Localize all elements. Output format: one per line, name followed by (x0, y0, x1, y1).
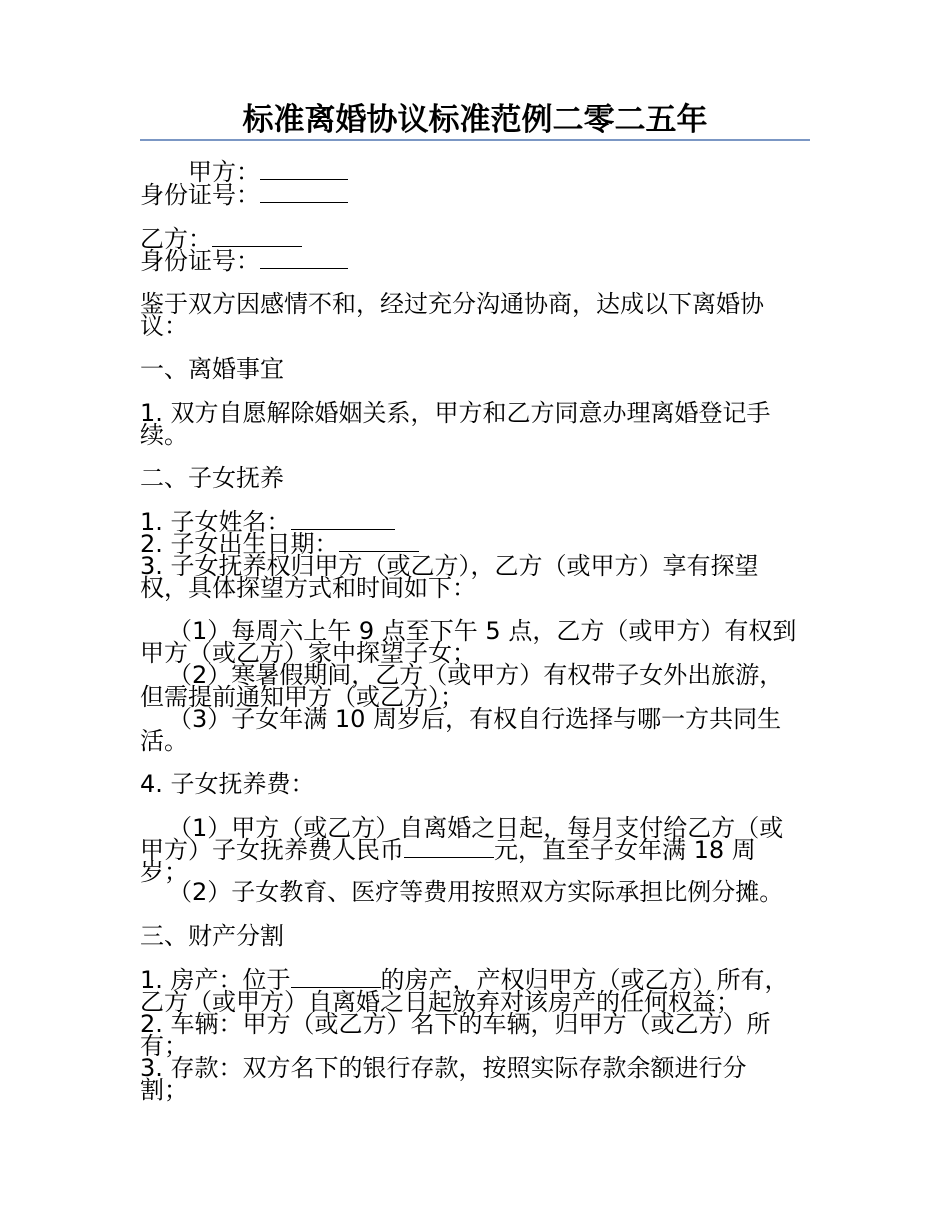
support-heading: 4. 子女抚养费： (140, 770, 315, 798)
child-birth-blank (339, 529, 419, 552)
party-b-id-blank (260, 246, 348, 269)
visit-1-line-2: 甲方（或乙方）家中探望子女； (140, 639, 476, 667)
visit-3-line-2: 活。 (140, 727, 188, 755)
house-label: 1. 房产：位于 (140, 966, 291, 994)
party-a-id-label: 身份证号： (140, 181, 260, 209)
custody-line-2: 权，具体探望方式和时间如下： (140, 574, 476, 602)
party-a-label: 甲方： (188, 158, 260, 186)
deposit-line-1: 3. 存款：双方名下的银行存款，按照实际存款余额进行分 (140, 1054, 747, 1082)
support-1-line-3: 岁； (140, 858, 188, 886)
section-2-heading: 二、子女抚养 (140, 464, 284, 492)
section-3-heading: 三、财产分割 (140, 922, 284, 950)
support-1-line-2 (140, 835, 756, 865)
intro-line-2: 议： (140, 312, 188, 340)
support-amount-suffix: 元，直至子女年满 18 周 (494, 836, 756, 864)
party-b-label: 乙方： (140, 225, 212, 253)
party-b-id-line (140, 246, 348, 276)
section-1-heading: 一、离婚事宜 (140, 355, 284, 383)
party-a-blank (260, 157, 348, 180)
house-suffix: 的房产，产权归甲方（或乙方）所有， (380, 966, 789, 994)
support-amount-label: 甲方）子女抚养费人民币 (140, 836, 404, 864)
child-name-label: 1. 子女姓名： (140, 508, 291, 536)
section-1-item-1-line-2: 续。 (140, 421, 188, 449)
child-name-blank (291, 507, 395, 530)
party-b-id-label: 身份证号： (140, 247, 260, 275)
visit-3-line-1: （3）子女年满 10 周岁后，有权自行选择与哪一方共同生 (168, 705, 782, 733)
house-line-2: 乙方（或甲方）自离婚之日起放弃对该房产的任何权益； (140, 988, 740, 1016)
visit-1-line-1: （1）每周六上午 9 点至下午 5 点，乙方（或甲方）有权到 (168, 617, 797, 645)
deposit-line-2: 割； (140, 1076, 188, 1104)
document-title: 标准离婚协议标准范例二零二五年 (242, 102, 708, 138)
visit-2-line-2: 但需提前通知甲方（或乙方）； (140, 683, 464, 711)
title-underline-rule (140, 139, 810, 141)
section-1-item-1-line-1: 1. 双方自愿解除婚姻关系，甲方和乙方同意办理离婚登记手 (140, 399, 771, 427)
custody-line-1: 3. 子女抚养权归甲方（或乙方），乙方（或甲方）享有探望 (140, 552, 759, 580)
support-2-line-1: （2）子女教育、医疗等费用按照双方实际承担比例分摊。 (168, 878, 784, 906)
party-a-id-blank (260, 180, 348, 203)
visit-2-line-1: （2）寒暑假期间，乙方（或甲方）有权带子女外出旅游， (168, 661, 784, 689)
party-a-id-line (140, 180, 348, 210)
support-amount-blank (404, 835, 494, 858)
child-birth-label: 2. 子女出生日期： (140, 530, 339, 558)
car-line-1: 2. 车辆：甲方（或乙方）名下的车辆，归甲方（或乙方）所 (140, 1010, 771, 1038)
party-b-blank (212, 224, 302, 247)
intro-line-1: 鉴于双方因感情不和，经过充分沟通协商，达成以下离婚协 (140, 290, 764, 318)
house-location-blank (291, 965, 381, 988)
support-1-line-1: （1）甲方（或乙方）自离婚之日起，每月支付给乙方（或 (168, 814, 784, 842)
car-line-2: 有； (140, 1032, 188, 1060)
